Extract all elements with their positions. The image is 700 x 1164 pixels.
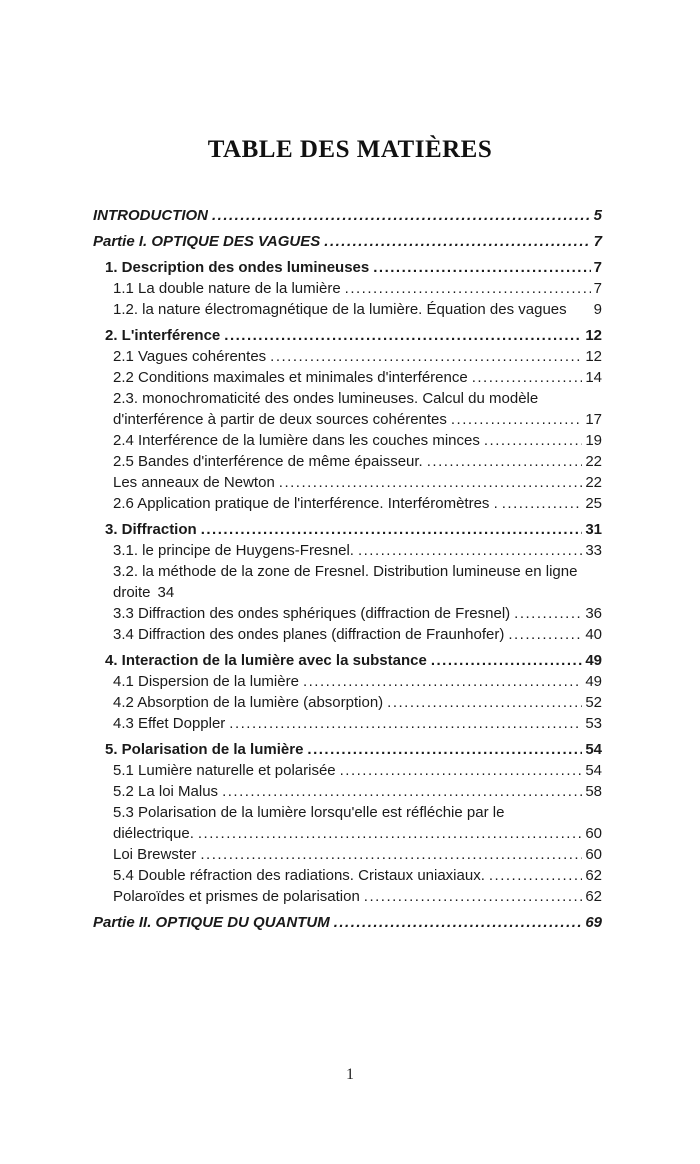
toc-entry-text: 3.4 Diffraction des ondes planes (diffraction de Fraunhofer) [113, 626, 505, 643]
dot-leader [427, 451, 583, 472]
toc-entry-text: 3.2. la méthode de la zone de Fresnel. Distribution lumineuse en ligne [113, 563, 578, 580]
toc-entry-text: 4.3 Effet Doppler [113, 715, 226, 732]
toc-entry [113, 346, 602, 367]
toc-page-number: 58 [585, 783, 602, 800]
toc-entry-text: Loi Brewster [113, 846, 197, 863]
dot-leader [229, 713, 582, 734]
dot-leader [484, 430, 582, 451]
toc-entry-text: 5. Polarisation de la lumière [105, 741, 304, 758]
toc-entry [113, 561, 602, 582]
document-page [0, 136, 700, 1164]
dot-leader [502, 493, 583, 514]
toc-entry-text: 2.5 Bandes d'interférence de même épaisseur. [113, 453, 423, 470]
toc-entry-introduction [93, 205, 602, 226]
toc-page-number: 40 [585, 626, 602, 643]
toc-entry-text: 5.1 Lumière naturelle et polarisée [113, 762, 336, 779]
toc-entry-text: Polaroïdes et prismes de polarisation [113, 888, 360, 905]
dot-leader [508, 624, 582, 645]
dot-leader [358, 540, 582, 561]
toc-entry [113, 451, 602, 472]
toc-page-number: 7 [593, 233, 602, 250]
toc-entry [113, 886, 602, 907]
dot-leader [198, 823, 582, 844]
toc-entry-section-5 [105, 739, 602, 760]
toc-entry-section-3 [105, 519, 602, 540]
toc-entry [113, 409, 602, 430]
toc-entry-section-2 [105, 325, 602, 346]
toc-entry [113, 540, 602, 561]
toc-page-number: 22 [585, 453, 602, 470]
toc-page-number: 14 [585, 369, 602, 386]
dot-leader [489, 865, 582, 886]
toc-page-number: 25 [585, 495, 602, 512]
dot-leader [364, 886, 583, 907]
toc-page-number: 22 [585, 474, 602, 491]
dot-leader [224, 325, 582, 346]
toc-page-number: 49 [585, 652, 602, 669]
toc-entry-text: Partie I. OPTIQUE DES VAGUES [93, 233, 321, 250]
toc-page-number: 7 [593, 280, 602, 297]
toc-entry [113, 802, 602, 823]
dot-leader [451, 409, 582, 430]
toc-entry-text: Partie II. OPTIQUE DU QUANTUM [93, 914, 330, 931]
toc-page-number: 9 [593, 301, 602, 318]
toc-entry [113, 760, 602, 781]
toc-entry [113, 823, 602, 844]
dot-leader [307, 739, 582, 760]
dot-leader [345, 278, 591, 299]
toc-entry [113, 472, 602, 493]
dot-leader [373, 257, 590, 278]
toc-entry-text: 4. Interaction de la lumière avec la substance [105, 652, 427, 669]
dot-leader [514, 603, 582, 624]
toc-page-number: 17 [585, 411, 602, 428]
toc-page-number: 5 [593, 207, 602, 224]
dot-leader [201, 519, 583, 540]
toc-entry-text: 2.6 Application pratique de l'interférence. Interféromètres . [113, 495, 498, 512]
toc-page-number: 31 [585, 521, 602, 538]
toc-page-number: 36 [585, 605, 602, 622]
toc-entry-text: d'interférence à partir de deux sources cohérentes [113, 411, 447, 428]
toc-page-number: 60 [585, 825, 602, 842]
dot-leader [334, 912, 583, 933]
toc-entry-text: diélectrique. [113, 825, 194, 842]
toc-entry-text: 3.1. le principe de Huygens-Fresnel. [113, 542, 354, 559]
toc-page-number: 33 [585, 542, 602, 559]
toc-page-number: 62 [585, 888, 602, 905]
toc-page-number: 34 [157, 584, 175, 601]
toc-entry-text: 4.1 Dispersion de la lumière [113, 673, 299, 690]
toc-entry-text: Les anneaux de Newton [113, 474, 275, 491]
toc-entry [113, 388, 602, 409]
dot-leader [303, 671, 582, 692]
dot-leader [279, 472, 583, 493]
toc-entry [113, 367, 602, 388]
dot-leader [200, 844, 582, 865]
dot-leader [324, 231, 590, 252]
toc-page-number: 53 [585, 715, 602, 732]
dot-leader [222, 781, 582, 802]
toc-page-number: 62 [585, 867, 602, 884]
toc-entry-text: 2.4 Interférence de la lumière dans les couches minces [113, 432, 480, 449]
table-of-contents [93, 205, 602, 933]
toc-entry [113, 430, 602, 451]
dot-leader [472, 367, 583, 388]
dot-leader [387, 692, 582, 713]
toc-page-number: 12 [585, 327, 602, 344]
toc-page-number: 60 [585, 846, 602, 863]
toc-entry [113, 671, 602, 692]
toc-entry [113, 781, 602, 802]
toc-entry [113, 278, 602, 299]
toc-entry-text: droite [113, 584, 151, 601]
toc-entry-text: 3. Diffraction [105, 521, 197, 538]
toc-entry-section-1 [105, 257, 602, 278]
toc-entry-part-2 [93, 912, 602, 933]
dot-leader [431, 650, 583, 671]
toc-page-number: 69 [585, 914, 602, 931]
toc-entry-text: 5.2 La loi Malus [113, 783, 219, 800]
toc-entry [113, 713, 602, 734]
toc-page-number: 19 [585, 432, 602, 449]
dot-leader [270, 346, 582, 367]
toc-page-number: 52 [585, 694, 602, 711]
toc-page-number: 54 [585, 762, 602, 779]
toc-entry-text: 5.3 Polarisation de la lumière lorsqu'elle est réfléchie par le [113, 804, 505, 821]
toc-entry [113, 582, 602, 603]
toc-entry-text: INTRODUCTION [93, 207, 208, 224]
toc-entry [113, 624, 602, 645]
toc-page-number: 12 [585, 348, 602, 365]
toc-entry-text: 2.2 Conditions maximales et minimales d'interférence [113, 369, 468, 386]
toc-entry [113, 692, 602, 713]
toc-entry-text: 2.3. monochromaticité des ondes lumineuses. Calcul du modèle [113, 390, 539, 407]
toc-entry-part-1 [93, 231, 602, 252]
toc-entry [113, 493, 602, 514]
toc-entry-text: 1.2. la nature électromagnétique de la lumière. Équation des vagues [113, 301, 567, 318]
toc-entry [113, 603, 602, 624]
toc-page-number: 7 [593, 259, 602, 276]
toc-page-number: 49 [585, 673, 602, 690]
toc-entry-text: 1. Description des ondes lumineuses [105, 259, 370, 276]
toc-entry-text: 4.2 Absorption de la lumière (absorption) [113, 694, 384, 711]
toc-entry [113, 299, 602, 320]
toc-entry-text: 2.1 Vagues cohérentes [113, 348, 267, 365]
toc-entry-text: 2. L'interférence [105, 327, 221, 344]
toc-entry-text: 1.1 La double nature de la lumière [113, 280, 341, 297]
toc-entry-text: 3.3 Diffraction des ondes sphériques (diffraction de Fresnel) [113, 605, 511, 622]
document-title: TABLE DES MATIÈRES [207, 136, 493, 163]
dot-leader [340, 760, 583, 781]
dot-leader [212, 205, 591, 226]
toc-entry-text: 5.4 Double réfraction des radiations. Cristaux uniaxiaux. [113, 867, 485, 884]
footer-page-number: 1 [346, 1066, 354, 1083]
toc-entry-section-4 [105, 650, 602, 671]
toc-entry [113, 865, 602, 886]
toc-entry [113, 844, 602, 865]
toc-page-number: 54 [585, 741, 602, 758]
